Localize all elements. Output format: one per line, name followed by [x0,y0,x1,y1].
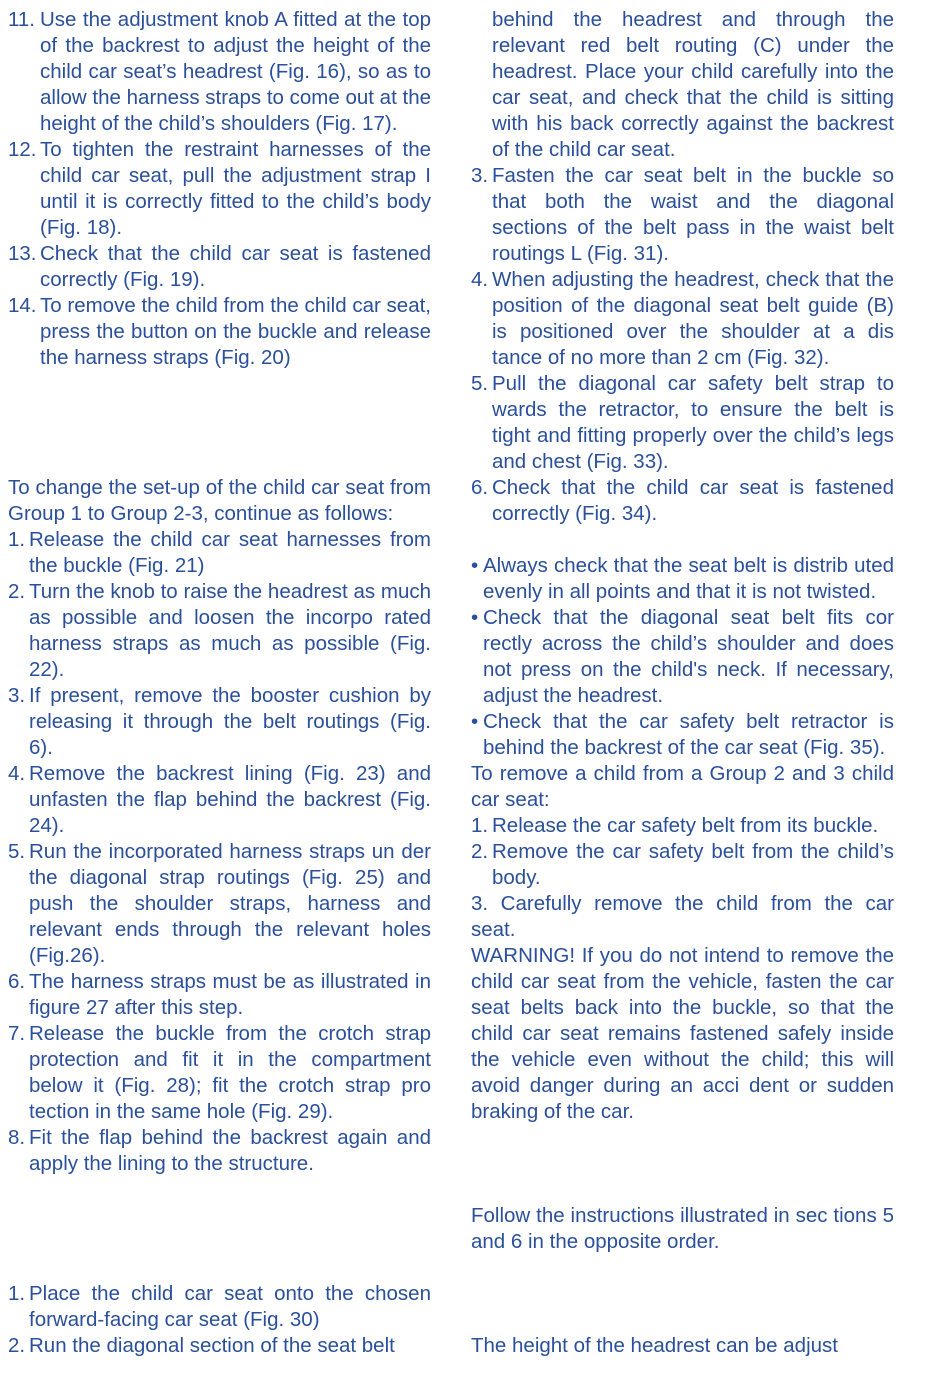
step-number: 14. [8,294,37,317]
step-text: Fit the flap behind the backrest again and apply the lining to the structure. [29,1126,431,1175]
step-number: 4. [471,268,489,291]
steps-list-right [471,163,894,527]
steps-list-a [8,7,431,371]
headrest-text: The height of the headrest can be adjust [471,1334,838,1357]
list-item [471,839,894,891]
step-text: Place the child car seat onto the chosen forward-facing car seat (Fig. 30) [29,1282,431,1331]
steps-list-b [8,527,431,1177]
list-item [8,7,431,137]
step-text: Check that the child car seat is fastened correctly (Fig. 19). [40,242,431,291]
step-text: Release the car safety belt from its buckle. [492,814,879,837]
list-item [471,267,894,371]
list-item [8,1333,431,1359]
step-number: 7. [8,1022,26,1045]
step-number: 1. [8,528,26,551]
warning-text: WARNING! If you do not intend to remove the child car seat from the vehicle, fasten the car seat belts back into the buckle, so that the child car seat remains fastened safely inside the vehicle even without the child; this will avoid danger during an acci dent or sudden braking of the car. [471,944,894,1123]
remove-intro: To remove a child from a Group 2 and 3 child car seat: [471,762,894,811]
list-item [8,1281,431,1333]
remove-steps [471,813,894,891]
list-item [8,1125,431,1177]
bullet-icon: • [471,606,479,629]
right-column [471,7,894,1359]
step-text: Remove the car safety belt from the child’s body. [492,840,894,889]
list-item [471,371,894,475]
list-item [8,137,431,241]
bullet-text: Check that the car safety belt retractor is behind the backrest of the car seat (Fig. 35). [483,710,894,759]
bullet-text: Always check that the seat belt is distrib uted evenly in all points and that it is not twisted. [483,554,894,603]
step-number: 8. [8,1126,26,1149]
list-item [8,839,431,969]
step-number: 5. [471,372,489,395]
list-item [8,579,431,683]
step-text: Run the incorporated harness straps un der the diagonal strap routings (Fig. 25) and push the shoulder straps, harness and relevant ends through the relevant holes (Fig.26). [29,840,431,967]
step-text: When adjusting the headrest, check that the position of the diagonal seat belt guide (B) is positioned over the shoulder at a dis tance of no more than 2 cm (Fig. 32). [492,268,894,369]
left-column [8,7,431,1359]
remove-step-3: 3. Carefully remove the child from the car seat. [471,892,894,941]
step-text: Remove the backrest lining (Fig. 23) and unfasten the flap behind the backrest (Fig. 24). [29,762,431,837]
list-item [471,553,894,605]
step-text: Run the diagonal section of the seat belt [29,1334,395,1357]
step-number: 2. [8,1334,26,1357]
list-item [471,813,894,839]
follow-instructions-text: Follow the instructions illustrated in sec tions 5 and 6 in the opposite order. [471,1204,894,1253]
group-change-intro: To change the set-up of the child car seat from Group 1 to Group 2-3, continue as follows: [8,476,431,525]
steps-list-c [8,1281,431,1359]
step-number: 2. [8,580,26,603]
bullet-icon: • [471,710,479,733]
list-item [8,527,431,579]
step-text: The harness straps must be as illustrated in figure 27 after this step. [29,970,431,1019]
step-number: 6. [471,476,489,499]
step-text: Check that the child car seat is fastened correctly (Fig. 34). [492,476,894,525]
step-text: Pull the diagonal car safety belt strap to wards the retractor, to ensure the belt is tight and fitting properly over the child’s legs and chest (Fig. 33). [492,372,894,473]
list-item [8,761,431,839]
list-item [471,709,894,761]
step-number: 3. [8,684,26,707]
list-item [471,605,894,709]
list-item [8,683,431,761]
step-text: Turn the knob to raise the headrest as much as possible and loosen the incorpo rated harness straps as much as possible (Fig. 22). [29,580,431,681]
step-number: 13. [8,242,37,265]
list-item [471,475,894,527]
step-text: To tighten the restraint harnesses of the child car seat, pull the adjustment strap I until it is correctly fitted to the child’s body (Fig. 18). [40,138,431,239]
step-number: 5. [8,840,26,863]
step-number: 1. [471,814,489,837]
step-text: Fasten the car seat belt in the buckle so that both the waist and the diagonal sections of the belt pass in the waist belt routings L (Fig. 31). [492,164,894,265]
list-item [471,163,894,267]
list-item [8,241,431,293]
continuation-text: behind the headrest and through the relevant red belt routing (C) under the headrest. Place your child carefully into the car seat, and check that the child is sitting with his back correctly against the backrest of the child car seat. [492,8,894,161]
list-item [8,1021,431,1125]
step-number: 6. [8,970,26,993]
bullet-list [471,553,894,761]
list-item [8,969,431,1021]
step-number: 4. [8,762,26,785]
step-number: 1. [8,1282,26,1305]
list-item [8,293,431,371]
step-number: 3. [471,164,489,187]
bullet-icon: • [471,554,479,577]
step-number: 12. [8,138,37,161]
step-text: Release the child car seat harnesses from the buckle (Fig. 21) [29,528,431,577]
step-number: 2. [471,840,489,863]
bullet-text: Check that the diagonal seat belt fits cor rectly across the child’s shoulder and does not press on the child's neck. If necessary, adjust the headrest. [483,606,894,707]
step-text: To remove the child from the child car seat, press the button on the buckle and release the harness straps (Fig. 20) [40,294,431,369]
step-number: 11. [8,8,35,31]
step-text: Release the buckle from the crotch strap protection and fit it in the compartment below it (Fig. 28); fit the crotch strap pro tection in the same hole (Fig. 29). [29,1022,431,1123]
step-text: Use the adjustment knob A fitted at the top of the backrest to adjust the height of the child car seat’s headrest (Fig. 16), so as to allow the harness straps to come out at the height of the child’s shoulders (Fig. 17). [40,8,431,135]
step-text: If present, remove the booster cushion by releasing it through the belt routings (Fig. 6). [29,684,431,759]
